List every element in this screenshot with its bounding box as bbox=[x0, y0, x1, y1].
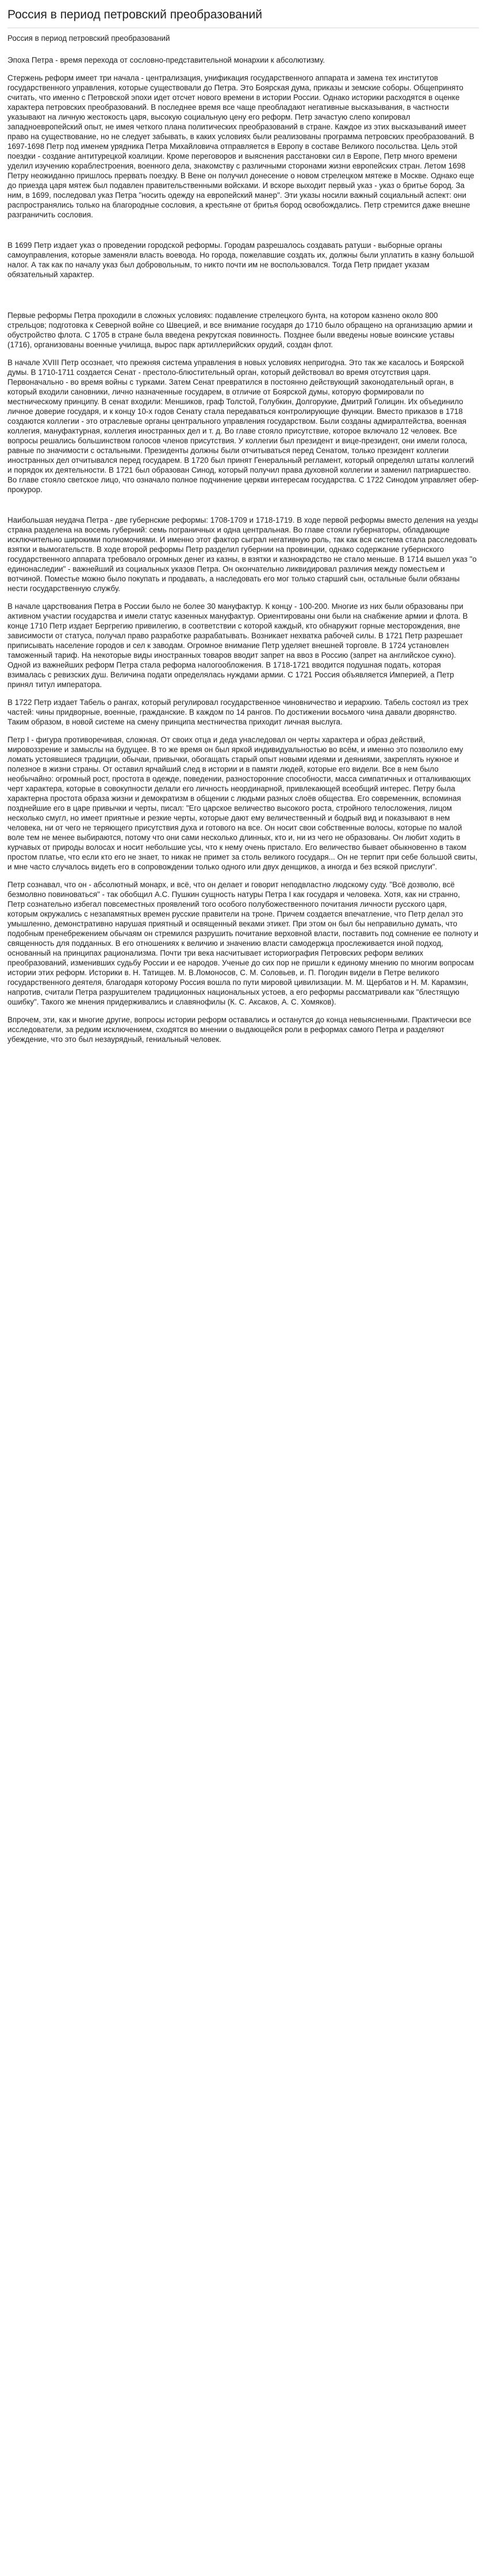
paragraph-conclusion: Впрочем, эти, как и многие другие, вопросы истории реформ оставались и останутся до конца невыясненными. Практически все исследователи, за редким исключением, сходятся во мнении о выдающейся роли в реформах самого Петра и разделяют убеждение, что это был незаурядный, гениальный человек. bbox=[7, 1015, 471, 1044]
paragraph-manufactures: В начале царствования Петра в России было не более 30 мануфактур. К концу - 100-200. Многие из них были образованы при активном участии государства и имели статус казенных мануфактур. Ориентированы они были на снабжение армии и флота. В конце 1710 Петр издает Бергрегию привилегию, в соответствии с которой каждый, кто обнаружит горные месторождения, вне зависимости от статуса, получал право разработке разрабатывать. Возникает нехватка рабочей силы. В 1721 Петр разрешает приписывать население городов и сел к заводам. Огромное внимание Петр уделяет внешней торговле. В 1724 установлен таможенный тариф. На некоторые виды иностранных товаров вводит запрет на ввоз в Россию (запрет на английское сукно). Одной из важнейших реформ Петра стала реформа налогообложения. В 1718-1721 вводится подушная подать, которая взималась с ревизских душ. Величина подати определялась нуждами армии. С 1721 Россия объявляется Империей, а Петр принял титул императора. bbox=[7, 602, 468, 689]
paragraph-personality: Петр I - фигура противоречивая, сложная. От своих отца и деда унаследовал он черты характера и образ действий, мировоззрение и замыслы на будущее. В то же время он был яркой индивидуальностью во всём, и именно это позволило ему ломать устоявшиеся традиции, обычаи, привычки, обогащать старый опыт новыми идеями и деяниями, закреплять нужное и полезное в жизни страны. От оставил ярчайший след в истории и в памяти людей, которые его видели. Все в нем было необычайно: огромный рост, простота в одежде, поведении, разносторонние способности, масса симпатичных и отталкивающих черт характера, которые в совокупности делали его личность неординарной, привлекающей всеобщий интерес. Петру была характерна простота образа жизни и демократизм в общении с людьми разных слоёв общества. Его современник, вспоминая позднейшие его в царе привычки и черты, писал: "Его царское величество высокого роста, стройного телосложения, лицом несколько смугл, но имеет приятные и резкие черты, которые дают ему величественный и бодрый вид и показывают в нем человека, ни от чего не теряющего присутствия духа и готового на все. Он носит свои собственные волосы, которые по малой воле тем не менее выбираются, потому что они сами несколько длинных, кто и, ни из чего не образованы. Он любит ходить в курчавых от природы волосах и носит небольшие усы, что к нему очень пристало. Его величество бывает обыкновенно в таком простом платье, что если кто его не знает, то никак не примет за столь великого государя... Он не терпит при себе большой свиты, и мне часто случалось видеть его в сопровождении только одного или двух денщиков, а иногда и без всякой прислуги". bbox=[7, 735, 478, 871]
page-title: Россия в период петровский преобразований bbox=[7, 8, 479, 28]
paragraph-city-reform: В 1699 Петр издает указ о проведении городской реформы. Городам разрешалось создавать ратуши - выборные органы самоуправления, которые заменяли власть воевода. Но города, пожелавшие создать их, должны были уплатить в казну большой налог. А так как по началу указ был добровольным, то никто почти им не воспользовался. Тогда Петр придает указам обязательный характер. bbox=[7, 241, 474, 279]
article-page bbox=[0, 0, 486, 1044]
spacer bbox=[7, 288, 479, 310]
article-subtitle: Россия в период петровский преобразований bbox=[7, 34, 170, 43]
paragraph-senate: В начале XVIII Петр осознает, что прежняя система управления в новых условиях непригодна. Это так же касалось и Боярской думы. В 1710-1711 создается Сенат - престоло-блюстительный орган, который действовал во время отсутствия царя. Первоначально - во время войны с турками. Затем Сенат превратился в постоянно действующий законодательный орган, в который входили сановники, лично назначенные государем, в отличие от Боярской думы, которую формировали по местническому принципу. В сенат входили: Меншиков, граф Толстой, Голубкин, Долгорукие, Дмитрий Голицин. Их объединило личное доверие государя, и к концу 10-х годов Сенату стала передаваться контролирующие функции. Вместо приказов в 1718 создаются коллегии - это отраслевые органы центрального управления государством. Были созданы адмиралтейства, военная коллегия, мануфактурная, коллегия иностранных дел и т. д. Во главе стояло присутствие, которое включало 12 человек. Все вопросы решались большинством голосов членов присутствия. У коллегии был президент и вице-президент, они имели голоса, равные по значимости с остальными. Президенты должны были отчитываться перед Сенатом, только президент коллегии иностранных дел отчитывался перед государем. В 1720 был принят Генеральный регламент, который определял штаты коллегий и порядок их деятельности. В 1721 был образован Синод, который получил права духовной коллегии и заменил патриаршество. Во главе стояло светское лицо, что означало полное подчинение церкви интересам государства. С 1722 Синодом управляет обер-прокурор. bbox=[7, 358, 479, 494]
paragraph-intro: Эпоха Петра - время перехода от сословно-представительной монархии к абсолютизму. bbox=[7, 56, 325, 64]
spacer bbox=[7, 503, 479, 515]
paragraph-reform-core: Стержень реформ имеет три начала - централизация, унификация государственного аппарата и замена тех институтов государственного управления, которые существовали до Петра. Это Боярская дума, приказы и земские соборы. Общепринято считать, что именно с Петровской эпохи идет отсчет нового времени в истории России. Однако историки расходятся в оценке характера петровских преобразований. В последнее время все чаще преобладают негативные высказывания, в частности указывают на личную жестокость царя, высокую социальную цену его реформ. Петр зачастую слепо копировал западноевропейский опыт, не имея четкого плана политических преобразований в стране. Каждое из этих высказываний имеет право на существование, но не следует забывать, в каких условиях были реализованы программа петровских преобразований. В 1697-1698 Петр под именем урядника Петра Михайловича отправляется в Европу в составе Великого посольства. Цель этой поездки - создание антитурецкой коалиции. Кроме переговоров и выяснения расстановки сил в Европе, Петр много времени уделил изучению кораблестроения, военного дела, знакомству с различными сторонами жизни европейских стран. Летом 1698 Петру неожиданно пришлось прервать поездку. В Вене он получил донесение о новом стрелецком мятеже в Москве. Однако еще до приезда царя мятеж был подавлен правительственными войсками. И вскоре выходит первый указ - указ о бритье бород. За ним, в 1699, последовал указ Петра "носить одежду на европейский манер". Эти указы носили важный социальный аспект: они распространялись только на благородные сословия, а крестьяне от бритья бород освобождались. Петр стремится даже внешне разграничить сословия. bbox=[7, 74, 474, 219]
paragraph-table-of-ranks: В 1722 Петр издает Табель о рангах, который регулировал государственное чиновничество и иерархию. Табель состоял из трех частей: чины придворные, военные, гражданские. В каждом по 14 рангов. По достижении восьмого чина давали дворянство. Таким образом, в новой системе на смену принципа местничества приходит личная выслуга. bbox=[7, 698, 469, 726]
paragraph-first-reforms: Первые реформы Петра проходили в сложных условиях: подавление стрелецкого бунта, на котором казнено около 800 стрельцов; подготовка к Северной войне со Швецией, и все внимание государя до 1710 было обращено на организацию армии и обустройство флота. С 1705 в стране была введена рекрутская повинность. Позднее были введены новые воинские уставы (1716), организованы военные училища, вырос парк артиллерийских орудий, создан флот. bbox=[7, 311, 473, 349]
paragraph-gubernia: Наибольшая неудача Петра - две губернские реформы: 1708-1709 и 1718-1719. В ходе первой реформы вместо деления на уезды страна разделена на восемь губерний: семь пограничных и одна центральная. Во главе стояли губернаторы, обладающие исключительно широкими полномочиями. И именно этот фактор сыграл негативную роль, так как вся система стала расследовать взятки и вымогательств. В ходе второй реформы Петр разделил губернии на провинции, однако содержание губернского государственного аппарата требовало огромных денег из казны, в взятки и казнокрадство не стало меньше. В 1714 вышел указ "о единонаследии" - важнейший из социальных указов Петра. Он окончательно ликвидировал различия между поместьем и вотчиной. Поместье можно было покупать и продавать, а наследовать его мог только старший сын, остальные были обязаны нести государственную службу. bbox=[7, 516, 478, 593]
paragraph-monarch: Петр сознавал, что он - абсолютный монарх, и всё, что он делает и говорит неподвластно людскому суду. "Всё дозволю, всё безмолвно повиноваться" - так обобщил А.С. Пушкин сущность натуры Петра I как государя и человека. Хотя, как ни странно, Петр сознательно избегал повсеместных проявлений того особого полубожественного почитания личности русского царя, которым окружались с незапамятных времен русские правители на троне. Причем создается впечатление, что Петр делал это умышленно, демонстративно нарушая приятный и освященный веками этикет. При этом он был бы неправильно думать, что подобным пренебрежением обычаям он стремился разрушить почитание верховной власти, поставить под сомнение ее полноту и священность для подданных. В его отношениях к величию и значению власти самодержца прослеживается иной подход, основанный на принципах рационализма. Почти три века насчитывает историография Петровских реформ великих преобразований, изменивших судьбу России и ее народов. Ученые до сих пор не пришли к единому мнению по многим вопросам истории этих реформ. Историки в. Н. Татищев. М. В.Ломоносов, С. М. Соловьев, и. П. Погодин видели в Петре великого государственного деятеля, благодаря которому Россия вошла по пути мировой цивилизации. М. М. Щербатов и Н. М. Карамзин, напротив, считали Петра разрушителем традиционных национальных устоев, а его реформы рассматривали как "блестящую ошибку". Такого же мнения придерживались и славянофилы (К. С. Аксаков, А. С. Хомяков). bbox=[7, 880, 479, 1006]
spacer bbox=[7, 228, 479, 240]
